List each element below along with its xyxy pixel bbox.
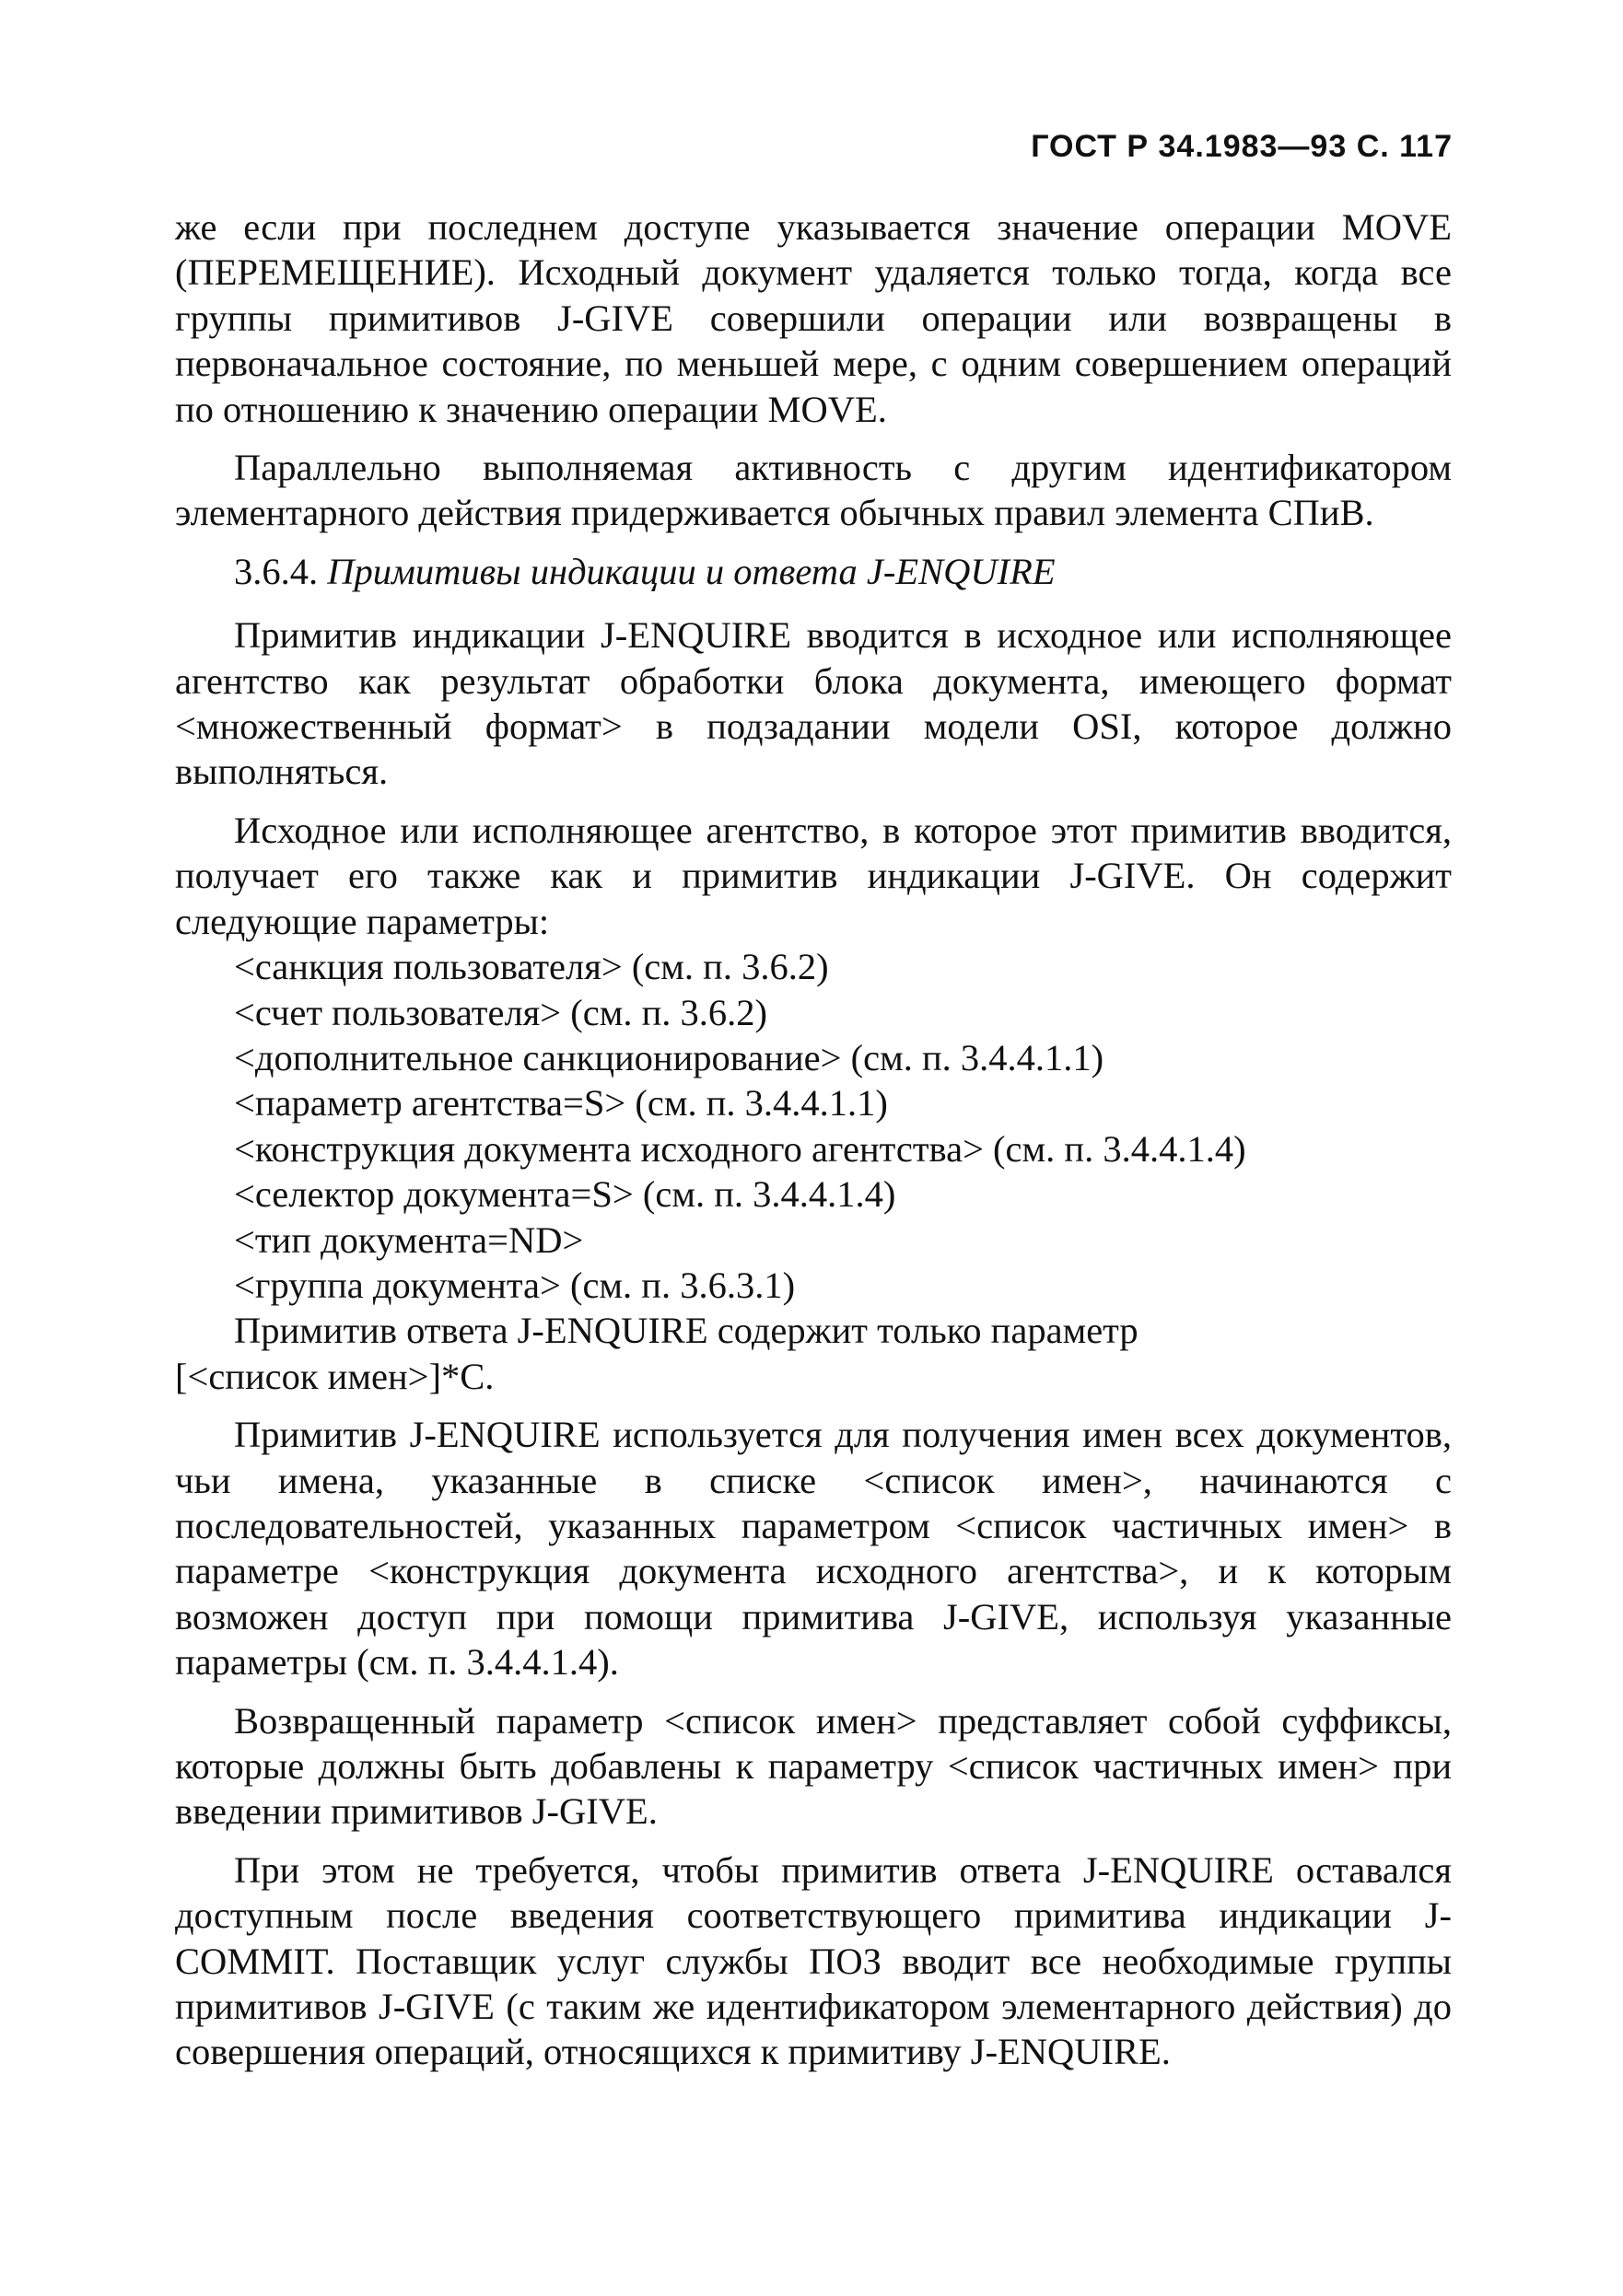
response-parameter-value: [<список имен>]*C. bbox=[175, 1355, 495, 1397]
parameter-item: <счет пользователя> (см. п. 3.6.2) bbox=[234, 991, 768, 1033]
parameter-item: <группа документа> (см. п. 3.6.3.1) bbox=[234, 1264, 796, 1306]
parameter-item: <дополнительное санкционирование> (см. п. 3.4.4.1.1) bbox=[234, 1036, 1104, 1078]
response-parameter-line: Примитив ответа J-ENQUIRE содержит только параметр bbox=[234, 1310, 1138, 1352]
paragraph-continuation: же если при последнем доступе указывается значение операции MOVE (ПЕРЕМЕЩЕНИЕ). Исходный документ удаляется только тогда, когда все группы примитивов J-GIVE совершили операции или возвращены в первоначальное состояние, по меньшей мере, с одним совершением операций по отношению к значению операции MOVE. bbox=[175, 206, 1452, 430]
paragraph-enquire-indication: Примитив индикации J-ENQUIRE вводится в исходное или исполняющее агентство как результат обработки блока документа, имеющего формат <множественный формат> в подзадании модели OSI, которое должно выполняться. bbox=[175, 614, 1452, 793]
paragraph-enquire-usage: Примитив J-ENQUIRE используется для получения имен всех документов, чьи имена, указанные в списке <список имен>, начинаются с последовательностей, указанных параметром <список частичных имен> в параметре <конструкция документа исходного агентства>, и к которым возможен доступ при помощи примитива J-GIVE, используя указанные параметры (см. п. 3.4.4.1.4). bbox=[175, 1414, 1452, 1684]
section-number: 3.6.4. bbox=[234, 550, 319, 592]
parameter-item: <конструкция документа исходного агентства> (см. п. 3.4.4.1.4) bbox=[234, 1127, 1246, 1170]
parameter-item: <тип документа=ND> bbox=[234, 1218, 584, 1261]
parameter-item: <параметр агентства=S> (см. п. 3.4.4.1.1) bbox=[234, 1082, 888, 1125]
parameter-list bbox=[175, 944, 1452, 1308]
paragraph-commit-note: При этом не требуется, чтобы примитив ответа J-ENQUIRE оставался доступным после введения соответствующего примитива индикации J-COMMIT. Поставщик услуг службы ПОЗ вводит все необходимые группы примитивов J-GIVE (с таким же идентификатором элементарного действия) до совершения операций, относящихся к примитиву J-ENQUIRE. bbox=[175, 1848, 1452, 2073]
paragraph-agency-receives: Исходное или исполняющее агентство, в которое этот примитив вводится, получает его также как и примитив индикации J-GIVE. Он содержит следующие параметры: bbox=[175, 809, 1452, 942]
section-heading bbox=[175, 549, 1452, 594]
body-text bbox=[175, 204, 1452, 2088]
running-head: ГОСТ Р 34.1983—93 С. 117 bbox=[1031, 129, 1453, 164]
paragraph-parallel-activity: Параллельно выполняемая активность с другим идентификатором элементарного действия придерживается обычных правил элемента СПиВ. bbox=[175, 447, 1452, 534]
paragraph-returned-parameter: Возвращенный параметр <список имен> представляет собой суффиксы, которые должны быть добавлены к параметру <список частичных имен> при введении примитивов J-GIVE. bbox=[175, 1699, 1452, 1833]
parameter-item: <санкция пользователя> (см. п. 3.6.2) bbox=[234, 946, 829, 988]
parameter-item: <селектор документа=S> (см. п. 3.4.4.1.4) bbox=[234, 1173, 896, 1216]
section-title: Примитивы индикации и ответа J-ENQUIRE bbox=[327, 550, 1056, 592]
